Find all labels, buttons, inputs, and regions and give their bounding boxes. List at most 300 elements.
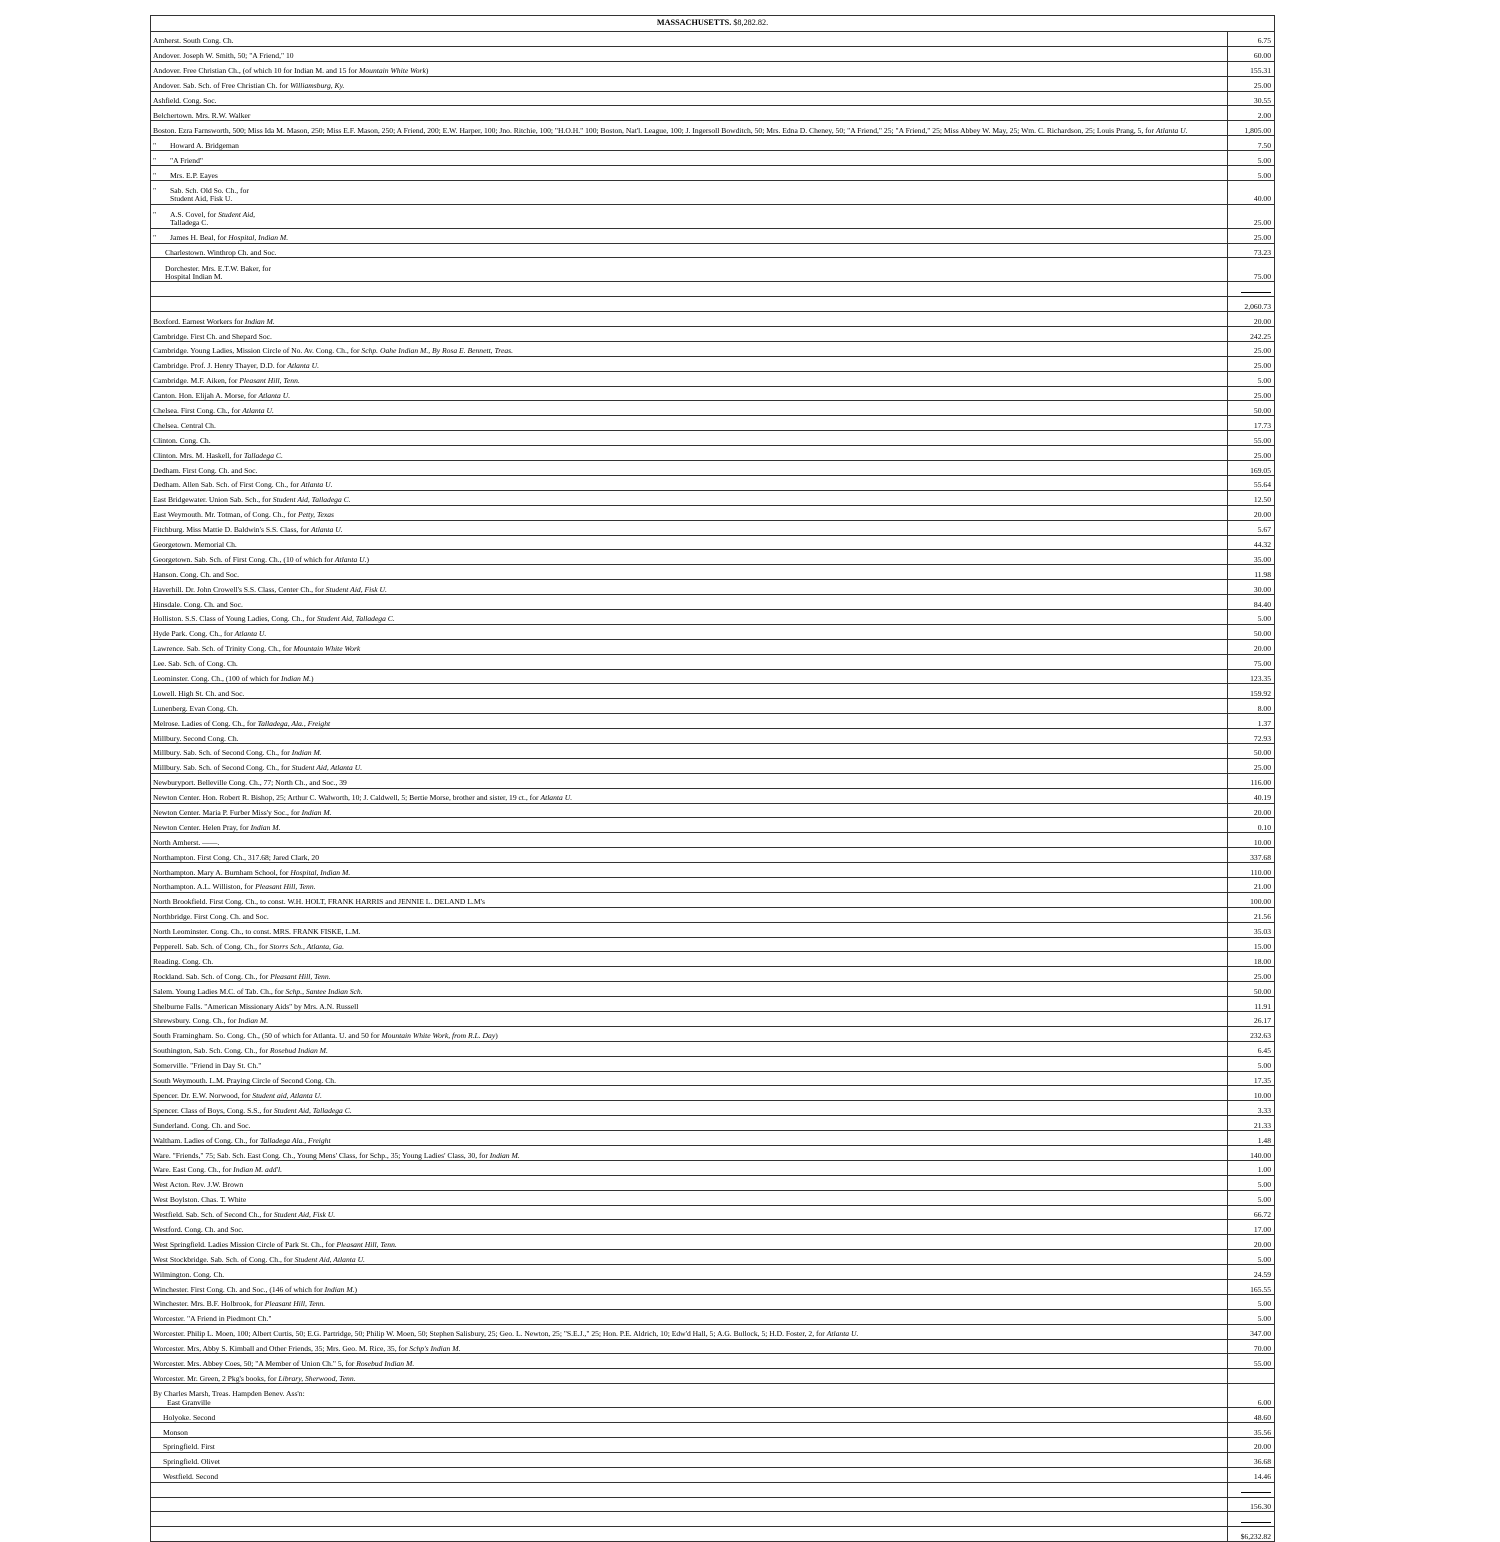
amount-cell: 24.59: [1228, 1265, 1275, 1280]
donor-cell: [151, 1235, 1228, 1250]
amount-cell: 116.00: [1228, 773, 1275, 788]
table-row: [151, 758, 1275, 773]
amount-cell: 17.35: [1228, 1071, 1275, 1086]
donor-cell: [151, 282, 1228, 297]
table-row: [151, 243, 1275, 258]
donor-cell: [151, 1482, 1228, 1497]
donor-text: Andover. Joseph W. Smith, 50; "A Friend," 10: [153, 51, 294, 61]
donor-text: North Amherst. ——.: [153, 837, 220, 847]
amount-cell: 20.00: [1228, 505, 1275, 520]
donor-cell: [151, 1146, 1228, 1161]
table-row: [151, 1250, 1275, 1265]
donor-cell: [151, 1265, 1228, 1280]
donor-cell: [151, 1012, 1228, 1027]
amount-cell: 140.00: [1228, 1146, 1275, 1161]
table-row: [151, 1116, 1275, 1131]
table-row: [151, 1527, 1275, 1542]
amount-cell: 5.00: [1228, 609, 1275, 624]
amount-cell: 1,805.00: [1228, 121, 1275, 136]
donor-cell: [151, 1071, 1228, 1086]
donor-text: Millbury. Sab. Sch. of Second Cong. Ch., for Indian M.: [153, 748, 322, 758]
subtotal-rule: [1241, 1522, 1271, 1523]
donor-text-continued: Hospital Indian M.: [165, 271, 223, 281]
donor-cell: [151, 1384, 1228, 1408]
state-heading: [151, 16, 1275, 32]
amount-cell: 30.00: [1228, 580, 1275, 595]
table-row: [151, 416, 1275, 431]
donor-text: Newburyport. Belleville Cong. Ch., 77; North Ch., and Soc., 39: [153, 778, 347, 788]
donor-text: Newton Center. Helen Pray, for Indian M.: [153, 822, 281, 832]
amount-cell: 10.00: [1228, 833, 1275, 848]
donor-cell: [151, 327, 1228, 342]
donor-text-continued: Student Aid, Fisk U.: [170, 194, 233, 204]
table-row: [151, 803, 1275, 818]
table-row: [151, 952, 1275, 967]
donor-text: Lowell. High St. Ch. and Soc.: [153, 688, 245, 698]
table-row: [151, 505, 1275, 520]
amount-cell: [1228, 1369, 1275, 1384]
amount-cell: 1.00: [1228, 1160, 1275, 1175]
donor-cell: [151, 937, 1228, 952]
donor-cell: [151, 1116, 1228, 1131]
amount-cell: 5.00: [1228, 1294, 1275, 1309]
amount-cell: 18.00: [1228, 952, 1275, 967]
table-row: [151, 1220, 1275, 1235]
amount-cell: 159.92: [1228, 684, 1275, 699]
table-row: [151, 228, 1275, 243]
table-row: [151, 446, 1275, 461]
amount-cell: 26.17: [1228, 1012, 1275, 1027]
donor-text: Lawrence. Sab. Sch. of Trinity Cong. Ch., for Mountain White Work: [153, 644, 361, 654]
donor-cell: [151, 520, 1228, 535]
donor-text: Salem. Young Ladies M.C. of Tab. Ch., for Schp., Santee Indian Sch.: [153, 986, 363, 996]
amount-cell: 5.00: [1228, 1309, 1275, 1324]
table-row: [151, 1512, 1275, 1527]
donor-text: Lunenberg. Evan Cong. Ch.: [153, 703, 239, 713]
subtotal-rule: [1241, 292, 1271, 293]
table-row: [151, 714, 1275, 729]
donor-text: Georgetown. Sab. Sch. of First Cong. Ch., (10 of which for Atlanta U.): [153, 554, 370, 564]
donor-cell: [151, 1190, 1228, 1205]
donor-cell: [151, 1294, 1228, 1309]
table-row: [151, 386, 1275, 401]
donor-text: Worcester. Mrs, Abby S. Kimball and Other Friends, 35; Mrs. Geo. M. Rice, 35, for Schp's Indian M.: [153, 1344, 461, 1354]
amount-cell: 75.00: [1228, 258, 1275, 282]
table-row: [151, 1175, 1275, 1190]
amount-cell: 60.00: [1228, 46, 1275, 61]
donor-cell: [151, 121, 1228, 136]
table-row: [151, 136, 1275, 151]
amount-cell: 25.00: [1228, 758, 1275, 773]
amount-cell: $6,232.82: [1228, 1527, 1275, 1542]
table-row: [151, 46, 1275, 61]
table-row: [151, 1354, 1275, 1369]
donor-text: Shelburne Falls. "American Missionary Aids" by Mrs. A.N. Russell: [153, 1001, 359, 1011]
donor-cell: [151, 535, 1228, 550]
donor-cell: [151, 1512, 1228, 1527]
ditto-mark: ": [153, 209, 157, 219]
table-row: [151, 1452, 1275, 1467]
table-row: [151, 937, 1275, 952]
donor-text: Spencer. Class of Boys, Cong. S.S., for Student Aid, Talladega C.: [153, 1105, 352, 1115]
table-row: [151, 773, 1275, 788]
donor-cell: [151, 258, 1228, 282]
table-row: [151, 818, 1275, 833]
amount-cell: 50.00: [1228, 401, 1275, 416]
table-row: [151, 204, 1275, 228]
donor-cell: [151, 461, 1228, 476]
amount-cell: 3.33: [1228, 1101, 1275, 1116]
table-row: [151, 1408, 1275, 1423]
donor-text: Cambridge. Young Ladies, Mission Circle of No. Av. Cong. Ch., for Schp. Oahe Indian M., By Rosa E. Bennett, Treas.: [153, 346, 513, 356]
donor-text: Millbury. Sab. Sch. of Second Cong. Ch., for Student Aid, Atlanta U.: [153, 763, 363, 773]
donor-cell: [151, 595, 1228, 610]
donor-cell: [151, 386, 1228, 401]
table-row: [151, 1101, 1275, 1116]
table-row: [151, 922, 1275, 937]
table-row: [151, 1339, 1275, 1354]
donor-cell: [151, 848, 1228, 863]
donor-cell: [151, 699, 1228, 714]
donor-cell: [151, 180, 1228, 204]
table-row: [151, 892, 1275, 907]
table-row: [151, 609, 1275, 624]
amount-cell: 36.68: [1228, 1452, 1275, 1467]
donor-cell: [151, 1175, 1228, 1190]
donor-cell: [151, 1041, 1228, 1056]
contributions-body: [151, 16, 1275, 1542]
amount-cell: 30.55: [1228, 91, 1275, 106]
donor-text: Georgetown. Memorial Ch.: [153, 539, 237, 549]
donor-text: Hyde Park. Cong. Ch., for Atlanta U.: [153, 629, 267, 639]
table-header-row: [151, 16, 1275, 32]
table-row: [151, 91, 1275, 106]
donor-text: Winchester. Mrs. B.F. Holbrook, for Pleasant Hill, Tenn.: [153, 1299, 326, 1309]
donor-cell: [151, 1339, 1228, 1354]
amount-cell: 100.00: [1228, 892, 1275, 907]
amount-cell: 5.00: [1228, 371, 1275, 386]
ditto-mark: ": [153, 155, 157, 165]
donor-cell: [151, 907, 1228, 922]
amount-cell: 66.72: [1228, 1205, 1275, 1220]
donor-text: A.S. Covel, for Student Aid,: [170, 209, 256, 219]
table-row: [151, 1026, 1275, 1041]
donor-text: Dedham. Allen Sab. Sch. of First Cong. Ch., for Atlanta U.: [153, 480, 333, 490]
donor-text: Pepperell. Sab. Sch. of Cong. Ch., for Storrs Sch., Atlanta, Ga.: [153, 942, 344, 952]
donor-cell: [151, 1527, 1228, 1542]
donor-cell: [151, 550, 1228, 565]
donor-text: East Weymouth. Mr. Totman, of Cong. Ch., for Petty, Texas: [153, 510, 334, 520]
table-row: [151, 595, 1275, 610]
donor-text: West Boylston. Chas. T. White: [153, 1195, 247, 1205]
donor-text: Northampton. A.L. Williston, for Pleasant Hill, Tenn.: [153, 882, 316, 892]
donor-cell: [151, 61, 1228, 76]
amount-cell: 5.00: [1228, 1250, 1275, 1265]
amount-cell: 10.00: [1228, 1086, 1275, 1101]
amount-cell: 6.00: [1228, 1384, 1275, 1408]
amount-cell: 73.23: [1228, 243, 1275, 258]
amount-cell: 50.00: [1228, 624, 1275, 639]
donor-text: Springfield. Olivet: [163, 1457, 220, 1467]
amount-cell: 84.40: [1228, 595, 1275, 610]
ditto-mark: ": [153, 140, 157, 150]
amount-cell: 2,060.73: [1228, 297, 1275, 312]
donor-cell: [151, 1354, 1228, 1369]
donor-text: Chelsea. First Cong. Ch., for Atlanta U.: [153, 405, 274, 415]
donor-cell: [151, 401, 1228, 416]
amount-cell: [1228, 282, 1275, 297]
donor-cell: [151, 565, 1228, 580]
donor-cell: [151, 312, 1228, 327]
table-row: [151, 258, 1275, 282]
donor-text: Reading. Cong. Ch.: [153, 956, 214, 966]
donor-text-continued: East Granville: [167, 1397, 211, 1407]
donor-cell: [151, 1369, 1228, 1384]
amount-cell: 110.00: [1228, 863, 1275, 878]
donor-text: Holyoke. Second: [163, 1412, 216, 1422]
amount-cell: 17.73: [1228, 416, 1275, 431]
amount-cell: 40.19: [1228, 788, 1275, 803]
amount-cell: 347.00: [1228, 1324, 1275, 1339]
donor-text: Worcester. "A Friend in Piedmont Ch.": [153, 1314, 272, 1324]
donor-cell: [151, 1423, 1228, 1438]
table-row: [151, 166, 1275, 181]
amount-cell: 15.00: [1228, 937, 1275, 952]
donor-text: Worcester. Mrs. Abbey Coes, 50; "A Member of Union Ch." 5, for Rosebud Indian M.: [153, 1358, 415, 1368]
donor-cell: [151, 1280, 1228, 1295]
amount-cell: 70.00: [1228, 1339, 1275, 1354]
table-row: [151, 282, 1275, 297]
table-row: [151, 967, 1275, 982]
table-row: [151, 431, 1275, 446]
donor-cell: [151, 758, 1228, 773]
table-row: [151, 461, 1275, 476]
donor-text: North Leominster. Cong. Ch., to const. MRS. FRANK FISKE, L.M.: [153, 927, 361, 937]
donor-text: West Acton. Rev. J.W. Brown: [153, 1180, 244, 1190]
donor-cell: [151, 624, 1228, 639]
donor-cell: [151, 1324, 1228, 1339]
donor-text: Fitchburg. Miss Mattie D. Baldwin's S.S. Class, for Atlanta U.: [153, 525, 343, 535]
donor-text: Andover. Free Christian Ch., (of which 10 for Indian M. and 15 for Mountain White Work): [153, 66, 429, 76]
state-total: $8,282.82.: [733, 18, 769, 28]
donor-text: Cambridge. Prof. J. Henry Thayer, D.D. for Atlanta U.: [153, 361, 319, 371]
amount-cell: 337.68: [1228, 848, 1275, 863]
donor-text: Howard A. Bridgeman: [170, 140, 239, 150]
amount-cell: 25.00: [1228, 341, 1275, 356]
amount-cell: 25.00: [1228, 446, 1275, 461]
donor-cell: [151, 892, 1228, 907]
table-row: [151, 1012, 1275, 1027]
donor-cell: [151, 475, 1228, 490]
amount-cell: 5.00: [1228, 1190, 1275, 1205]
donor-text: Melrose. Ladies of Cong. Ch., for Talladega, Ala., Freight: [153, 718, 331, 728]
donor-cell: [151, 1056, 1228, 1071]
table-row: [151, 654, 1275, 669]
donor-text: Newton Center. Hon. Robert R. Bishop, 25; Arthur C. Walworth, 10; J. Caldwell, 5; Bertie Morse, brother and sister, 19 ct., for Atlanta U.: [153, 793, 573, 803]
donor-text: "A Friend": [170, 155, 203, 165]
table-row: [151, 1384, 1275, 1408]
donor-cell: [151, 967, 1228, 982]
donor-text: Chelsea. Central Ch.: [153, 420, 216, 430]
donor-cell: [151, 1452, 1228, 1467]
amount-cell: 14.46: [1228, 1467, 1275, 1482]
amount-cell: 1.37: [1228, 714, 1275, 729]
table-row: [151, 356, 1275, 371]
donor-cell: [151, 1101, 1228, 1116]
amount-cell: 155.31: [1228, 61, 1275, 76]
donor-cell: [151, 490, 1228, 505]
donor-text: South Framingham. So. Cong. Ch., (50 of which for Atlanta. U. and 50 for Mountain White Work, from R.L. Day): [153, 1031, 498, 1041]
donor-text: Clinton. Cong. Ch.: [153, 435, 211, 445]
donor-text: Ashfield. Cong. Soc.: [153, 96, 217, 106]
donor-cell: [151, 1086, 1228, 1101]
donor-text: East Bridgewater. Union Sab. Sch., for Student Aid, Talladega C.: [153, 495, 351, 505]
donor-text: Dedham. First Cong. Ch. and Soc.: [153, 465, 258, 475]
donor-text: Andover. Sab. Sch. of Free Christian Ch. for Williamsburg, Ky.: [153, 81, 345, 91]
table-row: [151, 1294, 1275, 1309]
donor-text: Hinsdale. Cong. Ch. and Soc.: [153, 599, 243, 609]
amount-cell: 55.00: [1228, 431, 1275, 446]
table-row: [151, 877, 1275, 892]
amount-cell: 48.60: [1228, 1408, 1275, 1423]
contributions-table: [150, 15, 1275, 1542]
donor-text: Worcester. Philip L. Moen, 100; Albert Curtis, 50; E.G. Partridge, 50; Philip W. Moen, 50; Stephen Salisbury, 25; Geo. L. Newton, 25; "S.E.J.," 25; Hon. P.E. Aldrich, 10; Edw'd Hall, 5; A.G. Bullock, 5; H.D. Foster, 2, for Atlanta U.: [153, 1329, 859, 1339]
state-name: MASSACHUSETTS.: [656, 18, 732, 28]
amount-cell: 72.93: [1228, 729, 1275, 744]
table-row: [151, 1235, 1275, 1250]
amount-cell: 7.50: [1228, 136, 1275, 151]
table-row: [151, 1497, 1275, 1512]
table-row: [151, 1205, 1275, 1220]
donor-text: Leominster. Cong. Ch., (100 of which for Indian M.): [153, 674, 314, 683]
donor-cell: [151, 997, 1228, 1012]
table-row: [151, 520, 1275, 535]
table-row: [151, 32, 1275, 47]
amount-cell: 232.63: [1228, 1026, 1275, 1041]
table-row: [151, 669, 1275, 684]
donor-text: Dorchester. Mrs. E.T.W. Baker, for: [165, 263, 271, 273]
donor-cell: [151, 729, 1228, 744]
donor-cell: [151, 76, 1228, 91]
donor-text: Belchertown. Mrs. R.W. Walker: [153, 110, 251, 120]
donor-text: By Charles Marsh, Treas. Hampden Benev. Ass'n:: [153, 1389, 305, 1399]
donor-text: Springfield. First: [163, 1442, 215, 1452]
donor-cell: [151, 863, 1228, 878]
donor-cell: [151, 773, 1228, 788]
donor-cell: [151, 166, 1228, 181]
table-row: [151, 699, 1275, 714]
table-row: [151, 61, 1275, 76]
amount-cell: 25.00: [1228, 967, 1275, 982]
table-row: [151, 580, 1275, 595]
amount-cell: 40.00: [1228, 180, 1275, 204]
donor-cell: [151, 580, 1228, 595]
donor-cell: [151, 505, 1228, 520]
table-row: [151, 1071, 1275, 1086]
amount-cell: 6.45: [1228, 1041, 1275, 1056]
donor-text: Ware. "Friends," 75; Sab. Sch. East Cong. Ch., Young Mens' Class, for Schp., 35; Young Ladies' Class, 30, for Indian M.: [153, 1150, 520, 1160]
donor-text: Lee. Sab. Sch. of Cong. Ch.: [153, 659, 238, 669]
donor-cell: [151, 1131, 1228, 1146]
donor-text: Southington, Sab. Sch. Cong. Ch., for Rosebud Indian M.: [153, 1046, 328, 1056]
amount-cell: 25.00: [1228, 76, 1275, 91]
donor-text: Westford. Cong. Ch. and Soc.: [153, 1224, 244, 1234]
donor-cell: [151, 669, 1228, 684]
amount-cell: 5.00: [1228, 1056, 1275, 1071]
donor-text: South Weymouth. L.M. Praying Circle of Second Cong. Ch.: [153, 1076, 336, 1086]
table-row: [151, 982, 1275, 997]
amount-cell: 35.03: [1228, 922, 1275, 937]
amount-cell: 35.00: [1228, 550, 1275, 565]
donor-cell: [151, 1497, 1228, 1512]
donor-text: Millbury. Second Cong. Ch.: [153, 733, 239, 743]
donor-text: Mrs. E.P. Eayes: [170, 170, 218, 180]
table-row: [151, 535, 1275, 550]
table-row: [151, 1482, 1275, 1497]
table-row: [151, 312, 1275, 327]
table-row: [151, 863, 1275, 878]
amount-cell: 123.35: [1228, 669, 1275, 684]
amount-cell: 25.00: [1228, 386, 1275, 401]
donor-cell: [151, 1467, 1228, 1482]
amount-cell: 50.00: [1228, 743, 1275, 758]
donor-cell: [151, 654, 1228, 669]
table-row: [151, 121, 1275, 136]
donor-cell: [151, 833, 1228, 848]
amount-cell: 242.25: [1228, 327, 1275, 342]
donor-text: Boston. Ezra Farnsworth, 500; Miss Ida M. Mason, 250; Miss E.F. Mason, 250; A Friend, 200; E.W. Harper, 100; Jno. Ritchie, 100; "H.O.H." 100; Boston, Nat'l. League, 100; J. Ingersoll Bowditch, 50; Mrs. Edna D. Cheney, 50; "A Friend," 25; "A Friend," 25; Miss Abbey W. May, 25; Wm. C. Richardson, 25; Louis Prang, 5, for Atlanta U.: [153, 125, 1188, 135]
donor-cell: [151, 743, 1228, 758]
table-row: [151, 1160, 1275, 1175]
amount-cell: 6.75: [1228, 32, 1275, 47]
amount-cell: 5.67: [1228, 520, 1275, 535]
table-row: [151, 371, 1275, 386]
donor-text: Winchester. First Cong. Ch. and Soc., (146 of which for Indian M.): [153, 1284, 358, 1294]
donor-text: Westfield. Second: [163, 1472, 219, 1482]
table-row: [151, 1146, 1275, 1161]
table-row: [151, 327, 1275, 342]
donor-text: Hanson. Cong. Ch. and Soc.: [153, 569, 240, 579]
donor-cell: [151, 204, 1228, 228]
table-row: [151, 907, 1275, 922]
donor-text: Somerville. "Friend in Day St. Ch.": [153, 1061, 262, 1071]
amount-cell: 35.56: [1228, 1423, 1275, 1438]
table-row: [151, 1467, 1275, 1482]
amount-cell: 50.00: [1228, 982, 1275, 997]
amount-cell: 5.00: [1228, 151, 1275, 166]
donor-text: Charlestown. Winthrop Ch. and Soc.: [165, 248, 277, 258]
table-row: [151, 639, 1275, 654]
table-row: [151, 788, 1275, 803]
amount-cell: 20.00: [1228, 639, 1275, 654]
donor-text: James H. Beal, for Hospital, Indian M.: [170, 233, 289, 243]
amount-cell: 156.30: [1228, 1497, 1275, 1512]
donor-text: Holliston. S.S. Class of Young Ladies, Cong. Ch., for Student Aid, Talladega C.: [153, 614, 395, 624]
table-row: [151, 106, 1275, 121]
table-row: [151, 1437, 1275, 1452]
table-row: [151, 180, 1275, 204]
table-row: [151, 1369, 1275, 1384]
amount-cell: 44.32: [1228, 535, 1275, 550]
table-row: [151, 550, 1275, 565]
ditto-mark: ": [153, 185, 157, 195]
table-row: [151, 297, 1275, 312]
amount-cell: 20.00: [1228, 1437, 1275, 1452]
amount-cell: 11.98: [1228, 565, 1275, 580]
donor-cell: [151, 714, 1228, 729]
amount-cell: 20.00: [1228, 312, 1275, 327]
table-row: [151, 1190, 1275, 1205]
